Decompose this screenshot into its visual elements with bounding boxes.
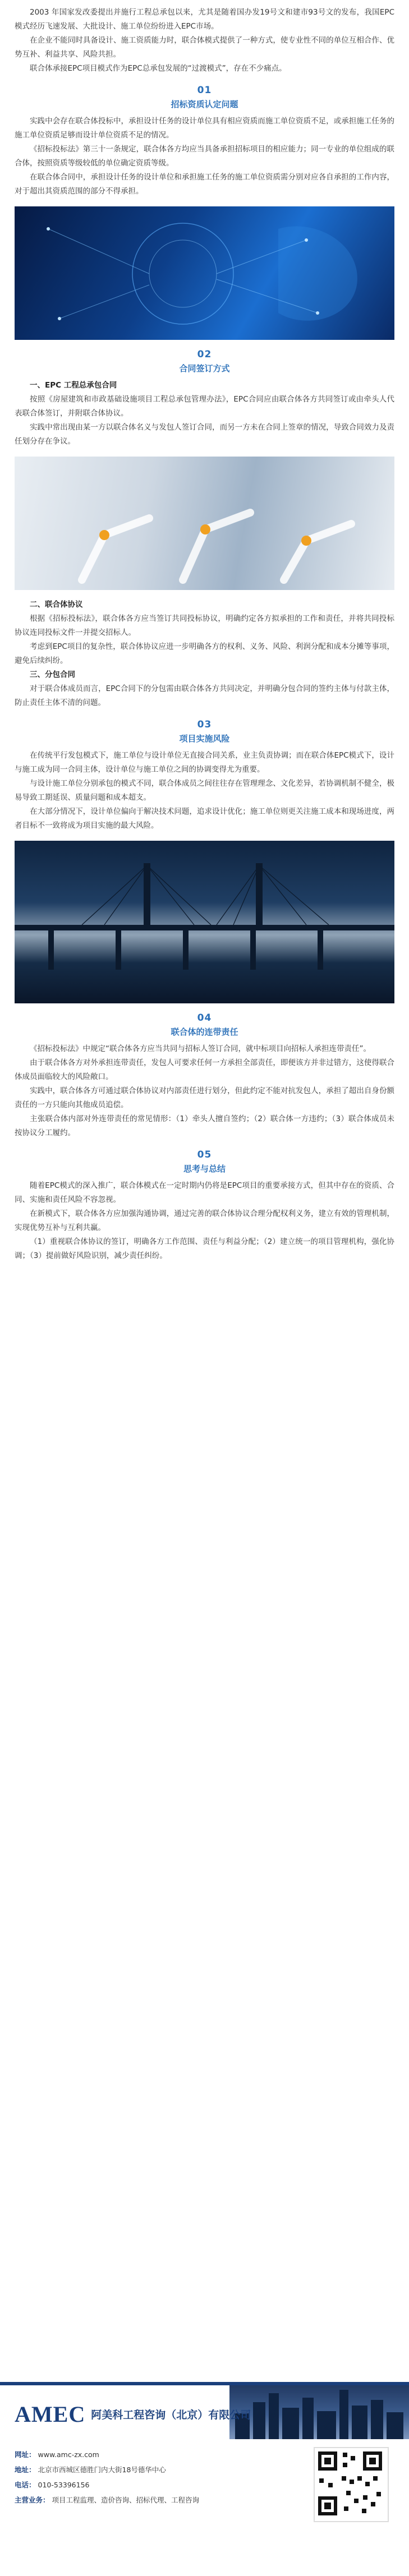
- section-number: 01: [197, 85, 212, 96]
- paragraph: 实践中会存在联合体投标中，承担设计任务的设计单位具有相应资质而施工单位资质不足，或承担施工任务的施工单位资质足够而设计单位资质不足的情况。: [15, 117, 394, 140]
- ai-brain-image: [15, 206, 394, 340]
- paragraph: 随着EPC模式的深入推广，联合体模式在一定时期内仍将是EPC项目的重要承接方式，但其中存在的资质、合同、实施和责任风险不容忽视。: [15, 1181, 394, 1204]
- phone-value[interactable]: 010-53396156: [38, 2481, 90, 2489]
- website-row: [15, 2447, 250, 2462]
- section-number: 03: [197, 719, 212, 730]
- bridge-illustration: [15, 841, 394, 1003]
- phone-row: [15, 2477, 250, 2492]
- paragraph: 与设计施工单位分别承包的模式不同，联合体成员之间往往存在管理理念、文化差异，若协调机制不健全，极易导致工期延误、质量问题和成本超支。: [15, 779, 394, 802]
- paragraph: 在联合体合同中，承担设计任务的设计单位和承担施工任务的施工单位资质需分别对应各自承担的工作内容，对于超出其资质范围的部分不得承担。: [15, 173, 394, 196]
- website-link[interactable]: www.amc-zx.com: [38, 2450, 99, 2459]
- section-number: 04: [197, 1012, 212, 1024]
- paragraph: 在传统平行发包模式下，施工单位与设计单位无直接合同关系，业主负责协调；而在联合体EPC模式下，设计与施工成为同一合同主体，设计单位与施工单位之间的协调变得尤为重要。: [15, 751, 394, 774]
- paragraph: 《招标投标法》中规定“联合体各方应当共同与招标人签订合同，就中标项目向招标人承担连带责任”。: [30, 1044, 371, 1053]
- company-name: 阿美科工程咨询（北京）有限公司: [91, 2409, 251, 2421]
- qr-code-graphic: [315, 2448, 385, 2519]
- paragraph: 根据《招标投标法》，联合体各方应当签订共同投标协议，明确约定各方拟承担的工作和责任，并将共同投标协议连同投标文件一并提交招标人。: [15, 614, 394, 637]
- robot-arm-image: [15, 457, 394, 590]
- section-title: 思考与总结: [183, 1164, 226, 1174]
- section-title: 联合体的连带责任: [171, 1027, 238, 1037]
- intro: [15, 0, 394, 76]
- section-heading-02: [15, 349, 394, 374]
- robot-arm-illustration: [15, 457, 394, 590]
- paragraph: 按照《房屋建筑和市政基础设施项目工程总承包管理办法》，EPC合同应由联合体各方共同签订或由牵头人代表联合体签订，并附联合体协议。: [15, 395, 394, 418]
- section-number: 05: [197, 1149, 212, 1160]
- business-value: 项目工程监理、造价咨询、招标代理、工程咨询: [52, 2496, 200, 2504]
- subheading: 二、联合体协议: [30, 600, 83, 609]
- business-label: 主营业务：: [15, 2496, 50, 2504]
- intro-paragraph: 在企业不能同时具备设计、施工资质能力时，联合体模式提供了一种方式，使专业性不同的单位互相合作、优势互补、利益共享、风险共担。: [15, 36, 394, 59]
- bridge-image: [15, 841, 394, 1003]
- business-row: [15, 2492, 250, 2508]
- phone-label: 电话：: [15, 2481, 36, 2489]
- address-row: [15, 2462, 250, 2477]
- website-label: 网址：: [15, 2450, 36, 2459]
- paragraph: 考虑到EPC项目的复杂性，联合体协议应进一步明确各方的权利、义务、风险、利润分配和成本分摊等事项，避免后续纠纷。: [15, 642, 394, 665]
- subheading: 三、分包合同: [30, 670, 75, 679]
- address-value: 北京市西城区德胜门内大街18号德华中心: [38, 2466, 166, 2474]
- paragraph: 实践中，联合体各方可通过联合体协议对内部责任进行划分，但此约定不能对抗发包人，承担了超出自身份额责任的一方只能向其他成员追偿。: [15, 1086, 394, 1109]
- subheading: 一、EPC 工程总承包合同: [30, 381, 117, 390]
- section-number: 02: [197, 349, 212, 360]
- qr-code-icon: [314, 2447, 389, 2522]
- company-info: [15, 2447, 250, 2508]
- paragraph: 在大部分情况下，设计单位偏向于解决技术问题，追求设计优化；施工单位则更关注施工成本和现场进度，两者目标不一致将成为项目实施的最大风险。: [15, 807, 394, 830]
- address-label: 地址：: [15, 2466, 36, 2474]
- section-heading-03: [15, 719, 394, 744]
- section-heading-01: [15, 85, 394, 110]
- section-title: 项目实施风险: [179, 734, 230, 744]
- city-skyline-image: [229, 2385, 409, 2439]
- ai-brain-illustration: [15, 206, 394, 340]
- paragraph: 由于联合体各方对外承担连带责任，发包人可要求任何一方承担全部责任，即便该方并非过错方，这使得联合体成员面临较大的风险敞口。: [15, 1058, 394, 1081]
- company-footer: [0, 2382, 409, 2576]
- section-title: 合同签订方式: [179, 363, 230, 374]
- paragraph: 实践中常出现由某一方以联合体名义与发包人签订合同，而另一方未在合同上签章的情况，导致合同效力及责任划分存在争议。: [15, 423, 394, 446]
- paragraph: 在新模式下，联合体各方应加强沟通协调，通过完善的联合体协议合理分配权利义务，建立有效的管理机制，实现优势互补与互利共赢。: [15, 1209, 394, 1232]
- intro-paragraph: 2003 年国家发改委提出并施行工程总承包以来，尤其是随着国办发19号文和建市93号文的发布，我国EPC模式经历飞速发展、大批设计、施工单位纷纷进入EPC市场。: [15, 8, 394, 31]
- paragraph: （1）重视联合体协议的签订，明确各方工作范围、责任与利益分配；（2）建立统一的项目管理机构，强化协调；（3）提前做好风险识别，减少责任纠纷。: [15, 1237, 394, 1260]
- brand: [15, 2401, 251, 2427]
- company-logo: AMEC: [15, 2402, 86, 2427]
- paragraph: 对于联合体成员而言，EPC合同下的分包需由联合体各方共同决定，并明确分包合同的签约主体与付款主体，防止责任主体不清的问题。: [15, 684, 394, 707]
- skyline-illustration: [229, 2385, 409, 2439]
- section-title: 招标资质认定问题: [171, 99, 238, 109]
- section-heading-05: [15, 1149, 394, 1174]
- paragraph: 《招标投标法》第三十一条规定，联合体各方均应当具备承担招标项目的相应能力；同一专业的单位组成的联合体，按照资质等级较低的单位确定资质等级。: [15, 145, 394, 168]
- paragraph: 主张联合体内部对外连带责任的常见情形：（1）牵头人擅自签约；（2）联合体一方违约；（3）联合体成员未按协议分工履约。: [15, 1114, 394, 1137]
- article-content: [0, 0, 409, 1263]
- section-heading-04: [15, 1012, 394, 1038]
- intro-paragraph: 联合体承接EPC项目模式作为EPC总承包发展的“过渡模式”，存在不少痛点。: [30, 64, 287, 73]
